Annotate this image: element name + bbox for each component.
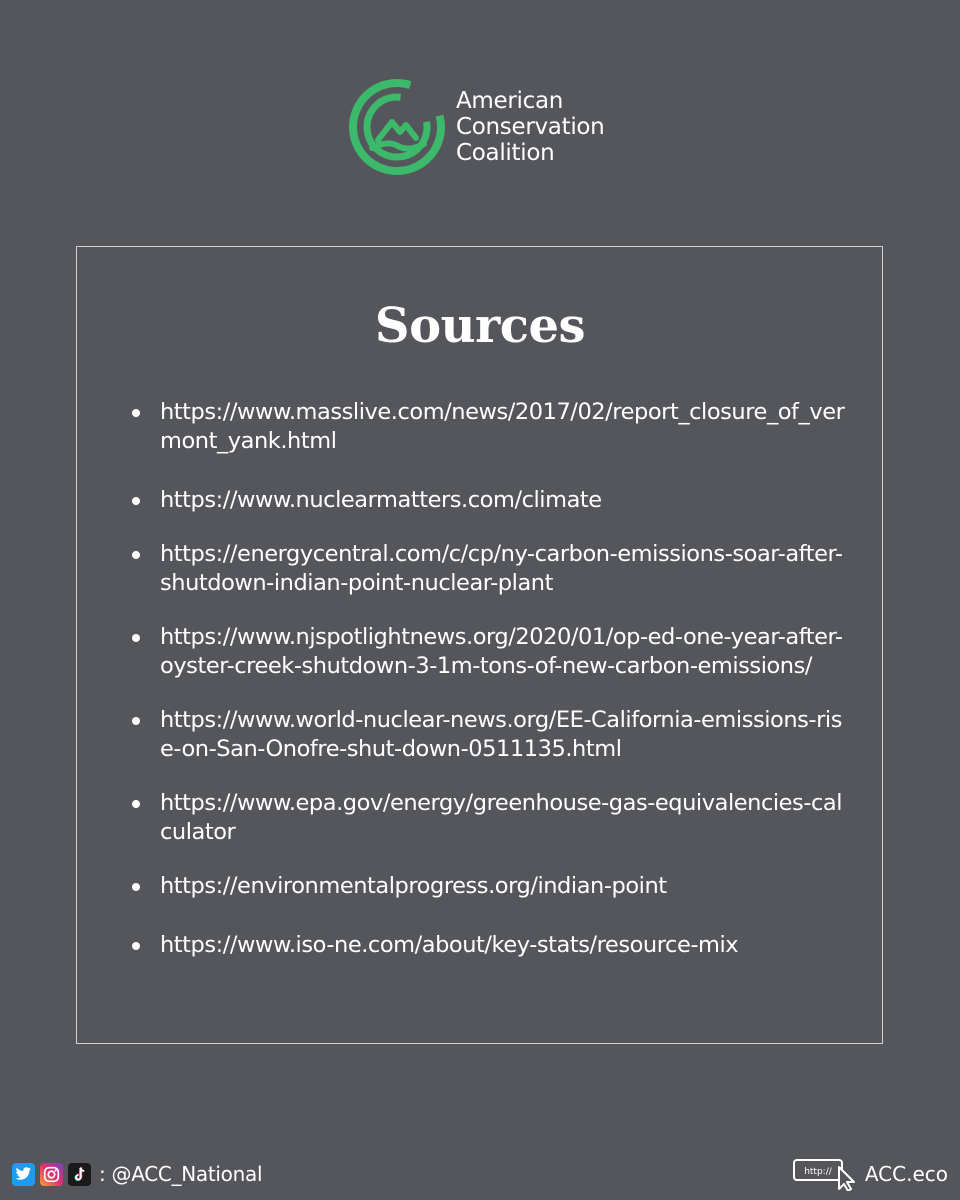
source-item[interactable]: [132, 486, 852, 515]
web-link-cursor-icon: [793, 1157, 859, 1191]
source-link[interactable]: https://www.iso-ne.com/about/key-stats/resource-mix: [160, 932, 739, 958]
acc-logo: [348, 78, 604, 176]
page-title: Sources: [374, 298, 586, 354]
logo-wordmark: [456, 88, 604, 166]
source-item[interactable]: [132, 540, 852, 598]
source-item[interactable]: [132, 706, 852, 764]
source-item[interactable]: [132, 623, 852, 681]
source-link[interactable]: https://www.masslive.com/news/2017/02/report_closure_of_vermont_yank.html: [160, 399, 845, 454]
bullet-icon: [132, 800, 140, 808]
bullet-icon: [132, 942, 140, 950]
bullet-icon: [132, 551, 140, 559]
logo-line-1: American: [456, 88, 564, 114]
source-link[interactable]: https://www.nuclearmatters.com/climate: [160, 487, 602, 513]
source-item[interactable]: [132, 872, 852, 901]
logo-line-2: Conservation: [456, 114, 605, 140]
acc-mountain-logo-icon: [348, 78, 446, 176]
source-item[interactable]: [132, 931, 852, 960]
bullet-icon: [132, 717, 140, 725]
web-icon-text: http://: [804, 1167, 832, 1177]
sources-list: [132, 398, 852, 960]
social-handle: : @ACC_National: [99, 1162, 263, 1186]
instagram-icon[interactable]: [40, 1163, 63, 1186]
tiktok-icon[interactable]: [68, 1163, 91, 1186]
source-link[interactable]: https://www.world-nuclear-news.org/EE-California-emissions-rise-on-San-Onofre-shut-down-0511135.html: [160, 707, 842, 762]
source-link[interactable]: https://environmentalprogress.org/indian-point: [160, 873, 667, 899]
source-link[interactable]: https://www.epa.gov/energy/greenhouse-gas-equivalencies-calculator: [160, 790, 843, 845]
source-link[interactable]: https://energycentral.com/c/cp/ny-carbon-emissions-soar-after-shutdown-indian-point-nuclear-plant: [160, 541, 843, 596]
bullet-icon: [132, 634, 140, 642]
logo-line-3: Coalition: [456, 140, 555, 166]
website-link[interactable]: ACC.eco: [864, 1162, 948, 1186]
bullet-icon: [132, 497, 140, 505]
source-item[interactable]: [132, 789, 852, 847]
source-link[interactable]: https://www.njspotlightnews.org/2020/01/op-ed-one-year-after-oyster-creek-shutdown-3-1m-tons-of-new-carbon-emissions/: [160, 624, 843, 679]
twitter-icon[interactable]: [12, 1163, 35, 1186]
source-item[interactable]: [132, 398, 852, 456]
bullet-icon: [132, 883, 140, 891]
bullet-icon: [132, 409, 140, 417]
website-footer: [793, 1157, 948, 1191]
social-footer: [12, 1160, 262, 1188]
